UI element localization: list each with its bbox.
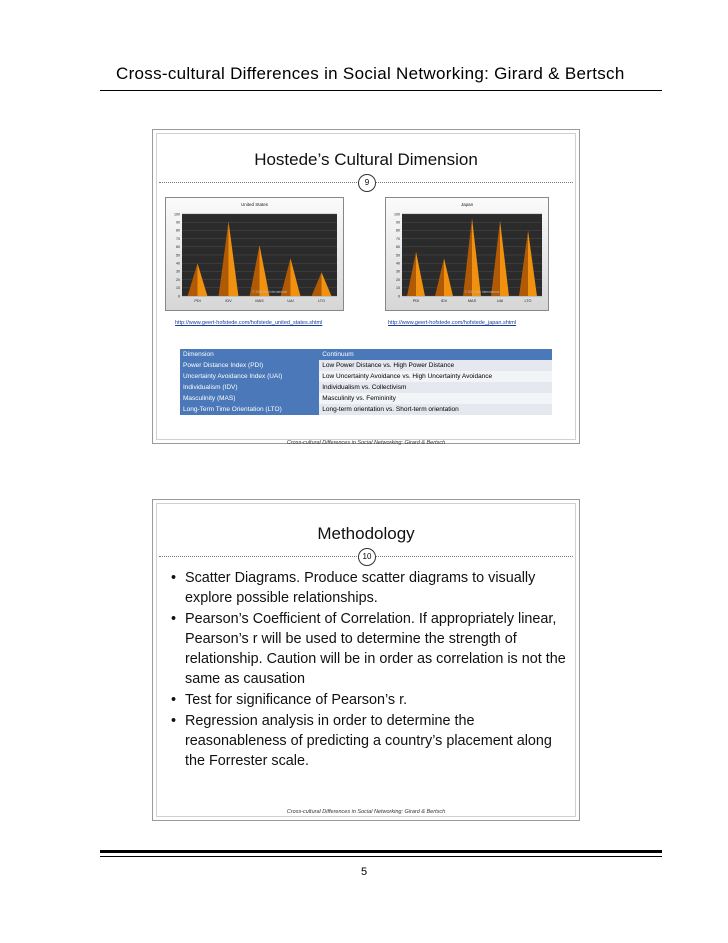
y-tick-label: 10	[396, 286, 400, 291]
dimension-cell: Uncertainty Avoidance Index (UAI)	[180, 371, 319, 382]
x-tick-label: MAS	[255, 299, 264, 303]
chart-united-states	[165, 197, 344, 311]
continuum-cell: Low Uncertainty Avoidance vs. High Uncertainty Avoidance	[319, 371, 552, 382]
methodology-bullets	[171, 568, 571, 772]
bullet-item: • Pearson’s Coefficient of Correlation. If appropriately linear, Pearson’s r will be used to determine the strength of relationship. Caution will be in order as correlation is not the same as causation	[171, 609, 571, 689]
header-rule	[100, 90, 662, 91]
x-tick-label: IDV	[440, 299, 448, 303]
x-tick-label: LTO	[524, 299, 532, 303]
slide-title: Methodology	[317, 524, 415, 543]
y-tick-label: 50	[396, 253, 400, 258]
table-header-dimension: Dimension	[180, 349, 319, 360]
y-tick-label: 20	[396, 277, 400, 282]
footer-rule-thick	[100, 850, 662, 853]
table-row	[180, 393, 552, 404]
y-tick-label: 100	[174, 212, 180, 217]
chart-title: Japan	[460, 202, 474, 207]
page-header-title: Cross-cultural Differences in Social Networking: Girard & Bertsch	[116, 64, 625, 83]
table-row	[180, 404, 552, 415]
y-tick-label: 20	[176, 277, 180, 282]
table-row	[180, 360, 552, 371]
continuum-cell: Long-term orientation vs. Short-term orientation	[319, 404, 552, 415]
y-tick-label: 30	[176, 269, 180, 274]
table-row	[180, 382, 552, 393]
page-number: 5	[360, 866, 368, 878]
chart-title: United States	[240, 202, 269, 207]
y-tick-label: 70	[176, 236, 180, 241]
y-tick-label: 70	[396, 236, 400, 241]
link-hofstede-us[interactable]: http://www.geert-hofstede.com/hofstede_united_states.shtml	[175, 320, 323, 326]
y-tick-label: 100	[394, 212, 400, 217]
dimension-cell: Long-Term Time Orientation (LTO)	[180, 404, 319, 415]
continuum-cell: Individualism vs. Collectivism	[319, 382, 552, 393]
bullet-item: • Scatter Diagrams. Produce scatter diagrams to visually explore possible relationships.	[171, 568, 571, 608]
y-tick-label: 0	[178, 294, 180, 299]
link-hofstede-japan[interactable]: http://www.geert-hofstede.com/hofstede_japan.shtml	[388, 320, 517, 326]
x-tick-label: IDV	[225, 299, 232, 303]
chart-japan	[385, 197, 549, 311]
table-header-continuum: Continuum	[319, 349, 552, 360]
slide-footer: Cross-cultural Differences in Social Networking: Girard & Bertsch	[286, 809, 446, 815]
y-tick-label: 10	[176, 286, 180, 291]
dimensions-table	[180, 349, 552, 415]
footer-rule-thin	[100, 856, 662, 857]
y-tick-label: 80	[396, 228, 400, 233]
table-row	[180, 371, 552, 382]
x-tick-label: MAS	[467, 299, 477, 303]
slide-methodology	[152, 499, 580, 821]
x-tick-label: UAI	[287, 299, 294, 303]
y-tick-label: 60	[396, 245, 400, 250]
chart-svg	[166, 198, 343, 310]
y-tick-label: 90	[396, 220, 400, 225]
y-tick-label: 50	[176, 253, 180, 258]
x-tick-label: LTO	[317, 299, 326, 303]
continuum-cell: Masculinity vs. Femininity	[319, 393, 552, 404]
y-tick-label: 40	[396, 261, 400, 266]
slide-title: Hostede’s Cultural Dimension	[254, 150, 478, 169]
dimension-cell: Individualism (IDV)	[180, 382, 319, 393]
chart-svg	[386, 198, 548, 310]
y-tick-label: 30	[396, 269, 400, 274]
slide-footer: Cross-cultural Differences in Social Networking: Girard & Bertsch	[286, 440, 446, 446]
slide-number-badge: 10	[358, 548, 376, 566]
x-tick-label: PDI	[194, 299, 201, 303]
y-tick-label: 60	[176, 245, 180, 250]
y-tick-label: 80	[176, 228, 180, 233]
dimension-cell: Power Distance Index (PDI)	[180, 360, 319, 371]
bullet-item: • Test for significance of Pearson’s r.	[171, 690, 571, 710]
y-tick-label: 40	[176, 261, 180, 266]
bullet-item: • Regression analysis in order to determine the reasonableness of predicting a country’s placement along the Forrester scale.	[171, 711, 571, 771]
continuum-cell: Low Power Distance vs. High Power Distance	[319, 360, 552, 371]
chart-watermark: © 2003 Itim International	[252, 290, 287, 294]
slide-hofstede	[152, 129, 580, 444]
y-tick-label: 90	[176, 220, 180, 225]
chart-watermark: © 2003 Itim International	[464, 290, 500, 294]
slide-number-badge: 9	[358, 174, 376, 192]
x-tick-label: PDI	[412, 299, 420, 303]
dimension-cell: Masculinity (MAS)	[180, 393, 319, 404]
x-tick-label: UAI	[496, 299, 504, 303]
y-tick-label: 0	[398, 294, 400, 299]
